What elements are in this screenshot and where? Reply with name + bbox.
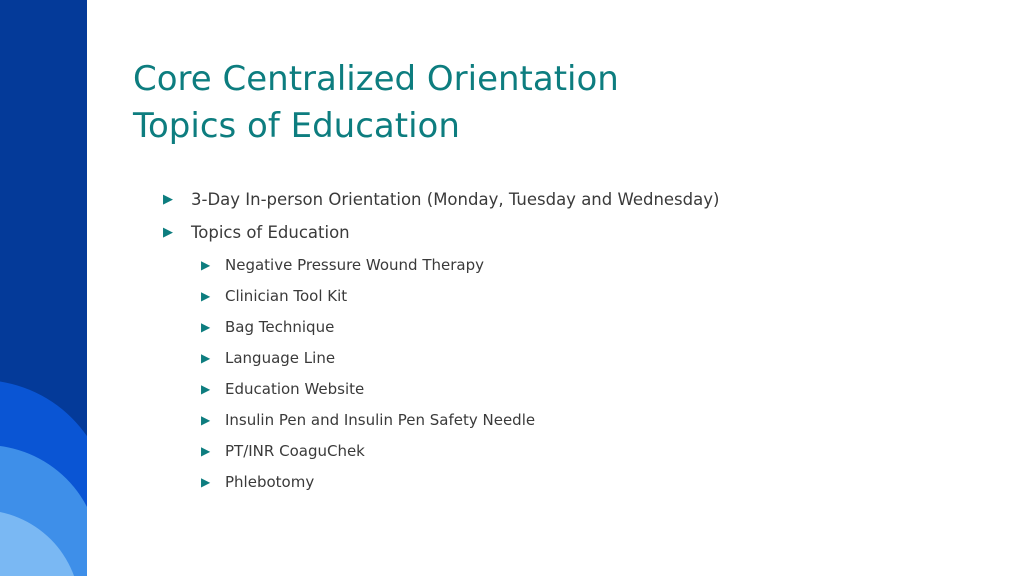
sub-bullet-list [163, 249, 1003, 498]
sub-bullet-item [201, 404, 1003, 435]
bullet-arrow-icon: ▶ [201, 413, 211, 428]
sub-bullet-text: Clinician Tool Kit [225, 286, 348, 305]
sub-bullet-text: Phlebotomy [225, 473, 315, 492]
sub-bullet-item [201, 373, 1003, 404]
bullet-arrow-icon: ▶ [201, 319, 211, 334]
sub-bullet-container [163, 249, 1003, 498]
bullet-text: Topics of Education [191, 223, 350, 242]
sub-bullet-text: Negative Pressure Wound Therapy [225, 255, 484, 274]
sub-bullet-item [201, 467, 1003, 498]
title-line-1: Core Centralized Orientation [133, 59, 619, 99]
bullet-arrow-icon: ▶ [201, 288, 211, 303]
title-line-2: Topics of Education [133, 106, 460, 146]
sub-bullet-text: Language Line [225, 348, 336, 367]
sub-bullet-text: Bag Technique [225, 317, 335, 336]
bullet-arrow-icon: ▶ [201, 475, 211, 490]
sub-bullet-item [201, 280, 1003, 311]
bullet-arrow-icon: ▶ [201, 257, 211, 272]
slide-title [133, 56, 993, 150]
sub-bullet-item [201, 249, 1003, 280]
decorative-side-band [0, 0, 87, 576]
bullet-arrow-icon: ▶ [163, 192, 173, 207]
bullet-text: 3-Day In-person Orientation (Monday, Tuesday and Wednesday) [191, 190, 720, 209]
sub-bullet-item [201, 342, 1003, 373]
sub-bullet-item [201, 311, 1003, 342]
bullet-arrow-icon: ▶ [163, 225, 173, 240]
sub-bullet-text: Insulin Pen and Insulin Pen Safety Needle [225, 411, 536, 430]
bullet-arrow-icon: ▶ [201, 350, 211, 365]
bullet-arrow-icon: ▶ [201, 444, 211, 459]
sub-bullet-text: PT/INR CoaguChek [225, 442, 365, 461]
bullet-arrow-icon: ▶ [201, 381, 211, 396]
sub-bullet-item [201, 436, 1003, 467]
sub-bullet-text: Education Website [225, 379, 365, 398]
bullet-list [163, 183, 1003, 498]
bullet-item [163, 183, 1003, 216]
bullet-item [163, 216, 1003, 249]
